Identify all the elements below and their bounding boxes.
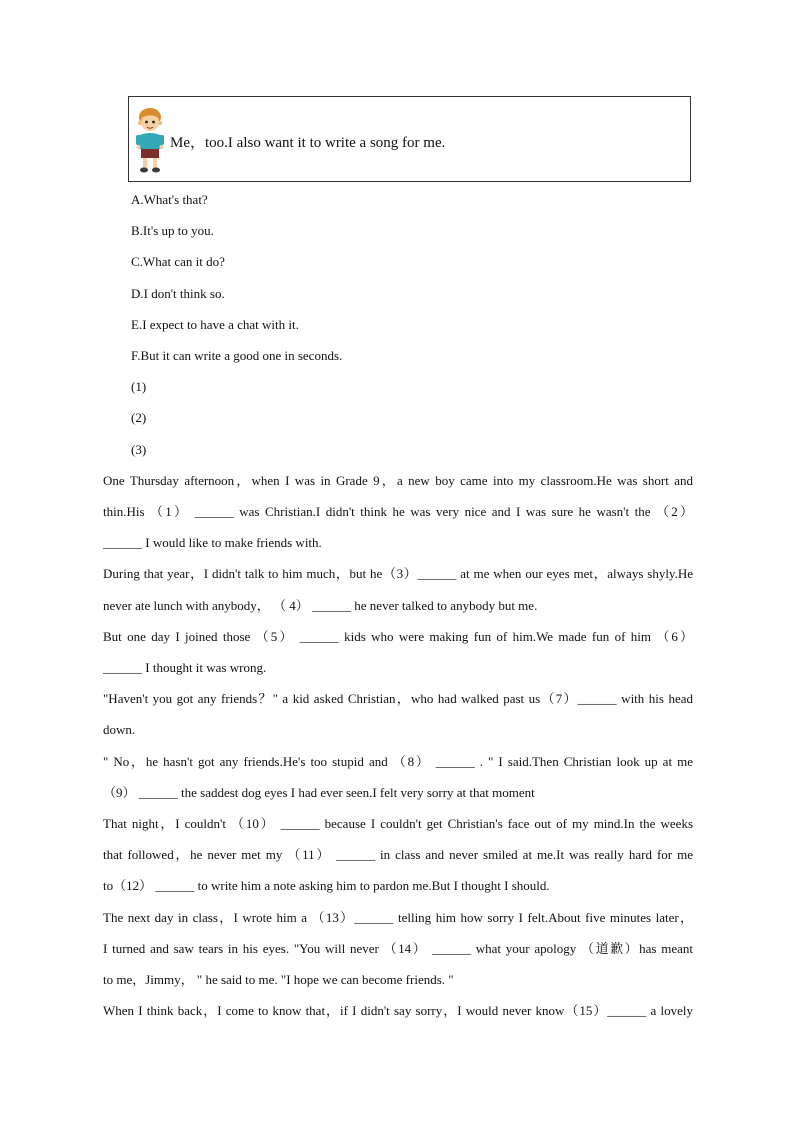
answer-blank-2: (2) [131,410,147,425]
passage-line: When I think back，I come to know that，if I didn't say sorry，I would never know（15）______ a lovely [103,1003,693,1018]
passage-line: down. [103,722,136,737]
dialog-box [128,96,691,182]
passage-line: The next day in class，I wrote him a （13）______ telling him how sorry I felt.About five minutes later， [103,910,693,925]
passage-line: that followed，he never met my （11） ______ in class and never smiled at me.It was really hard for me [103,847,693,862]
answer-blank-3: (3) [131,442,147,457]
option-c: C.What can it do? [131,254,225,269]
boy-cartoon-icon [134,107,166,175]
passage-line: ______ I thought it was wrong. [103,660,267,675]
passage-line: One Thursday afternoon，when I was in Grade 9，a new boy came into my classroom.He was short and [103,473,693,488]
passage-line: "Haven't you got any friends？" a kid asked Christian，who had walked past us（7）______ with his head [103,691,693,706]
option-e: E.I expect to have a chat with it. [131,317,299,332]
passage-line: That night，I couldn't （10） ______ because I couldn't get Christian's face out of my mind.In the weeks [103,816,693,831]
passage-line: to me，Jimmy， " he said to me. "I hope we can become friends. " [103,972,454,987]
passage-line: During that year，I didn't talk to him much，but he（3）______ at me when our eyes met，always shyly.He [103,566,693,581]
passage-line: （9） ______ the saddest dog eyes I had ever seen.I felt very sorry at that moment [103,785,535,800]
passage-line: I turned and saw tears in his eyes. "You will never （14） ______ what your apology （道歉）has meant [103,941,693,956]
answer-blank-1: (1) [131,379,147,394]
option-a: A.What's that? [131,192,208,207]
option-d: D.I don't think so. [131,286,225,301]
passage-line: never ate lunch with anybody， （ 4） ______ he never talked to anybody but me. [103,598,538,613]
passage-line: to（12） ______ to write him a note asking him to pardon me.But I thought I should. [103,878,550,893]
passage-line: But one day I joined those （5） ______ kids who were making fun of him.We made fun of him （6） [103,629,693,644]
dialog-text: Me，too.I also want it to write a song for me. [170,135,446,151]
option-f: F.But it can write a good one in seconds. [131,348,343,363]
passage-line: thin.His （1） ______ was Christian.I didn't think he was very nice and I was sure he wasn't the （2） [103,504,693,519]
passage-line: ______ I would like to make friends with. [103,535,322,550]
passage-line: " No，he hasn't got any friends.He's too stupid and （8） ______ . " I said.Then Christian look up at me [103,754,693,769]
option-b: B.It's up to you. [131,223,214,238]
